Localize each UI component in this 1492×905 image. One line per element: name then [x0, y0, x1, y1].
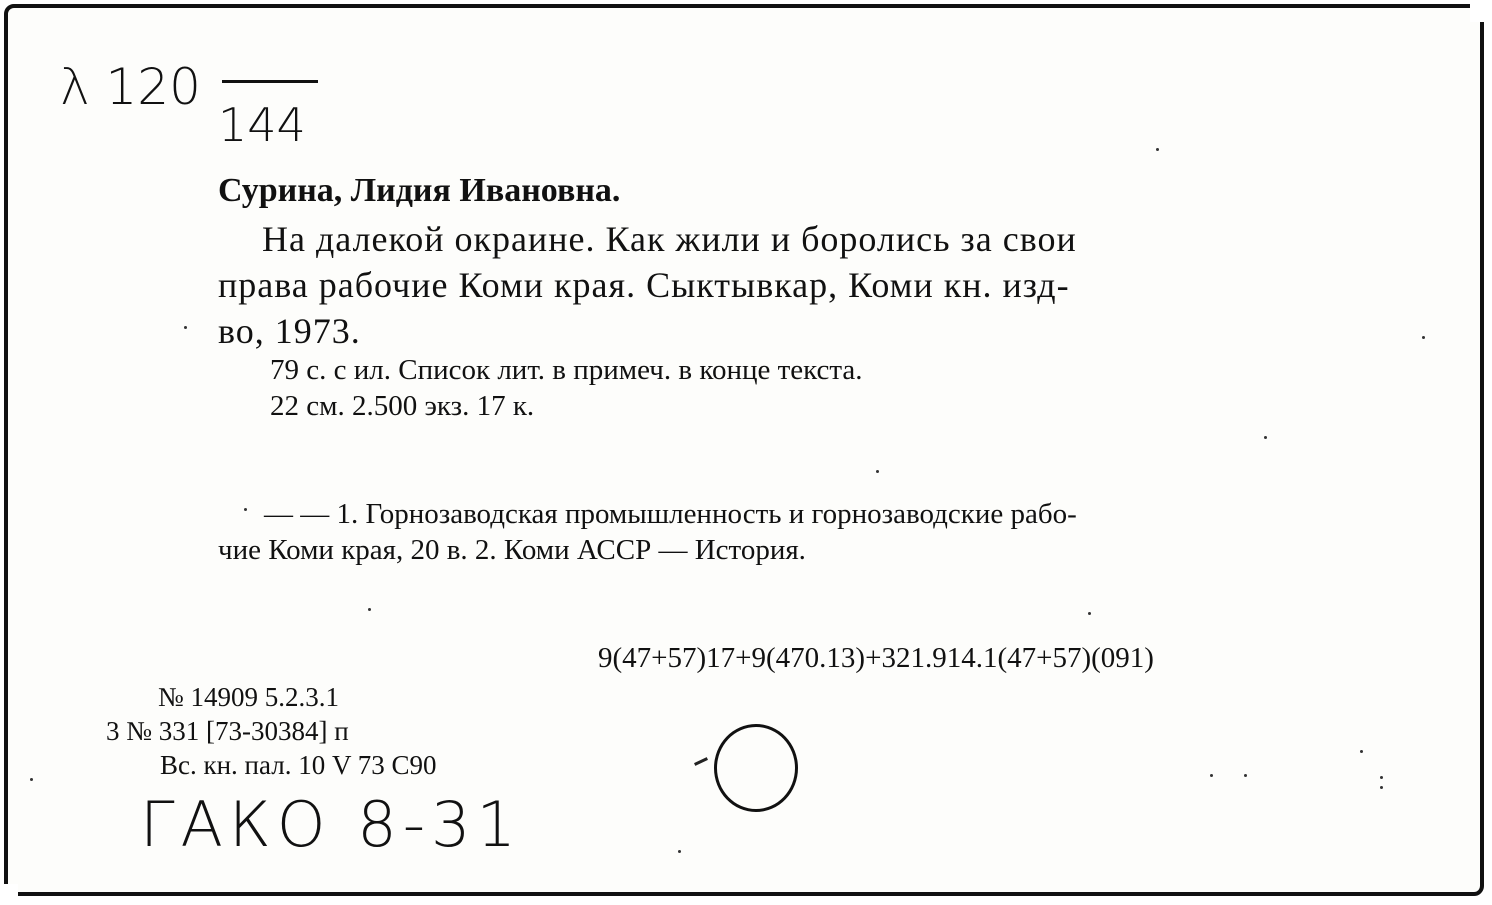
scan-speck — [1264, 436, 1267, 439]
scan-speck — [30, 778, 33, 781]
collation-line: 79 с. с ил. Список лит. в примеч. в конце текста. — [270, 354, 863, 386]
title-line: во, 1973. — [218, 311, 361, 351]
title-line: На далекой окраине. Как жили и боролись за свои — [262, 219, 1077, 259]
catalog-card — [4, 4, 1484, 896]
scan-speck — [1244, 774, 1247, 777]
scan-speck — [1380, 776, 1383, 779]
shelfmark-fraction-line — [222, 80, 318, 83]
punch-hole-mark — [694, 757, 708, 766]
imprint-line: № 14909 5.2.3.1 — [158, 682, 340, 712]
scan-speck — [184, 326, 187, 329]
scan-speck — [1360, 750, 1363, 753]
shelfmark-denominator: 144 — [218, 98, 306, 152]
author-heading: Сурина, Лидия Ивановна. — [218, 172, 621, 209]
title-line: права рабочие Коми края. Сыктывкар, Коми кн. изд- — [218, 265, 1070, 305]
imprint-line: 3 № 331 [73-30384] п — [106, 716, 349, 746]
punch-hole — [714, 724, 798, 812]
handwritten-stamp: ГАКО 8-31 — [140, 788, 522, 861]
scan-speck — [678, 850, 681, 853]
scan-speck — [1210, 774, 1213, 777]
scan-speck — [1088, 612, 1091, 615]
scan-speck — [876, 470, 879, 473]
scan-speck — [1422, 336, 1425, 339]
collation-line: 22 см. 2.500 экз. 17 к. — [270, 390, 535, 422]
corner-notch — [0, 884, 18, 905]
scan-speck — [1380, 786, 1383, 789]
shelfmark-prefix: λ 120 — [60, 58, 201, 116]
subject-line: чие Коми края, 20 в. 2. Коми АССР — История. — [218, 534, 806, 566]
scan-speck — [1156, 148, 1159, 151]
imprint-line: Вс. кн. пал. 10 V 73 С90 — [160, 750, 437, 780]
scan-speck — [368, 608, 371, 611]
scan-speck — [244, 508, 247, 511]
corner-notch — [1470, 0, 1492, 22]
subject-line: — — 1. Горнозаводская промышленность и горнозаводские рабо- — [264, 498, 1077, 530]
classification-index: 9(47+57)17+9(470.13)+321.914.1(47+57)(091) — [598, 642, 1154, 674]
